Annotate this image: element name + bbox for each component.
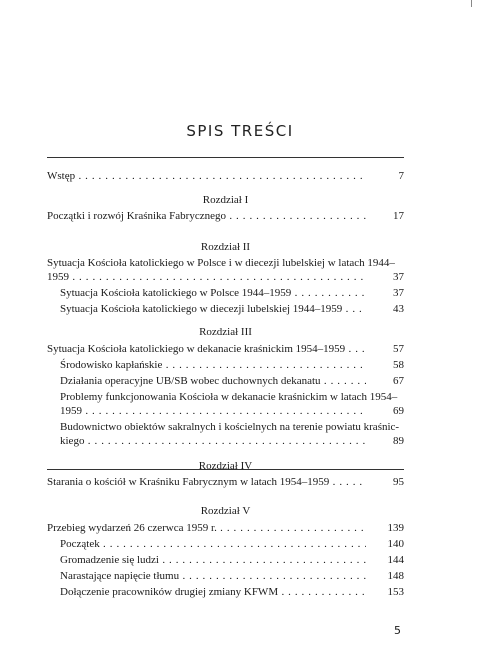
- toc-entry-page: 43: [393, 303, 404, 315]
- toc-entry-page: 95: [393, 476, 404, 488]
- toc-entry[interactable]: [47, 434, 404, 449]
- chapter-heading: Rozdział II: [200, 241, 251, 253]
- toc-entry-title: Narastające napięcie tłumu . . .: [60, 569, 366, 584]
- toc-entry-title: 1959 . . .: [47, 270, 366, 285]
- toc-entry-page: 89: [393, 435, 404, 447]
- toc-entry[interactable]: [47, 342, 404, 357]
- toc-entry-title: Wstęp . . .: [47, 169, 366, 184]
- toc-entry[interactable]: [47, 475, 404, 490]
- toc-entry-title: Początki i rozwój Kraśnika Fabrycznego . . .: [47, 209, 366, 224]
- chapter-heading: Rozdział V: [200, 505, 251, 517]
- toc-entry[interactable]: [47, 521, 404, 536]
- toc-entry-page: 37: [393, 287, 404, 299]
- toc-entry-title: kiego . . .: [60, 434, 366, 449]
- toc-entry-title-line: Problemy funkcjonowania Kościoła w dekanacie kraśnickim w latach 1954–: [60, 391, 398, 403]
- toc-entry-page: 7: [398, 170, 404, 182]
- toc-entry-title: 1959 . . .: [60, 404, 366, 419]
- toc-entry[interactable]: [47, 302, 404, 317]
- toc-entry-title: Początek . . .: [60, 537, 366, 552]
- toc-entry[interactable]: [47, 585, 404, 600]
- toc-entry-title: Działania operacyjne UB/SB wobec duchownych dekanatu . . .: [60, 374, 366, 389]
- chapter-heading: Rozdział I: [202, 194, 249, 206]
- toc-entry-title: Dołączenie pracowników drugiej zmiany KFWM . . .: [60, 585, 366, 600]
- toc-entry[interactable]: [47, 358, 404, 373]
- toc-entry-title: Gromadzenie się ludzi . . .: [60, 553, 366, 568]
- page-title: SPIS TREŚCI: [186, 122, 294, 140]
- toc-entry-page: 140: [387, 538, 404, 550]
- toc-entry[interactable]: [47, 374, 404, 389]
- toc-entry-title-line: Budownictwo obiektów sakralnych i kościelnych na terenie powiatu kraśnic-: [60, 421, 400, 433]
- toc-entry-page: 139: [387, 522, 404, 534]
- toc-entry-page: 144: [387, 554, 404, 566]
- toc-entry[interactable]: [47, 404, 404, 419]
- chapter-heading: Rozdział III: [199, 326, 252, 338]
- toc-entry[interactable]: [47, 209, 404, 224]
- toc-entry-page: 153: [387, 586, 404, 598]
- page-number: 5: [394, 624, 401, 637]
- toc-entry-title: Sytuacja Kościoła katolickiego w diecezji lubelskiej 1944–1959 . . .: [60, 302, 366, 317]
- toc-entry-page: 148: [387, 570, 404, 582]
- toc-entry-title: Przebieg wydarzeń 26 czerwca 1959 r. . . .: [47, 521, 366, 536]
- toc-entry-title: Środowisko kapłańskie . . .: [60, 358, 366, 373]
- toc-entry-title: Starania o kościół w Kraśniku Fabrycznym w latach 1954–1959 . . .: [47, 475, 366, 490]
- toc-entry[interactable]: [47, 169, 404, 184]
- toc-entry-title: Sytuacja Kościoła katolickiego w Polsce 1944–1959 . . .: [60, 286, 366, 301]
- toc-entry-title-line: Sytuacja Kościoła katolickiego w Polsce i w diecezji lubelskiej w latach 1944–: [47, 257, 395, 269]
- toc-entry-title: Sytuacja Kościoła katolickiego w dekanacie kraśnickim 1954–1959 . . .: [47, 342, 366, 357]
- toc-entry-page: 17: [393, 210, 404, 222]
- toc-entry-page: 67: [393, 375, 404, 387]
- toc-entry[interactable]: [47, 569, 404, 584]
- toc-entry[interactable]: [47, 537, 404, 552]
- toc-entry[interactable]: [47, 270, 404, 285]
- toc-entry-page: 69: [393, 405, 404, 417]
- toc-entry[interactable]: [47, 553, 404, 568]
- toc-entry-page: 37: [393, 271, 404, 283]
- toc-entry-page: 58: [393, 359, 404, 371]
- crop-mark: [471, 0, 472, 7]
- toc-entry[interactable]: [47, 286, 404, 301]
- top-rule: [47, 157, 404, 158]
- chapter-heading: Rozdział IV: [198, 460, 253, 472]
- toc-entry-page: 57: [393, 343, 404, 355]
